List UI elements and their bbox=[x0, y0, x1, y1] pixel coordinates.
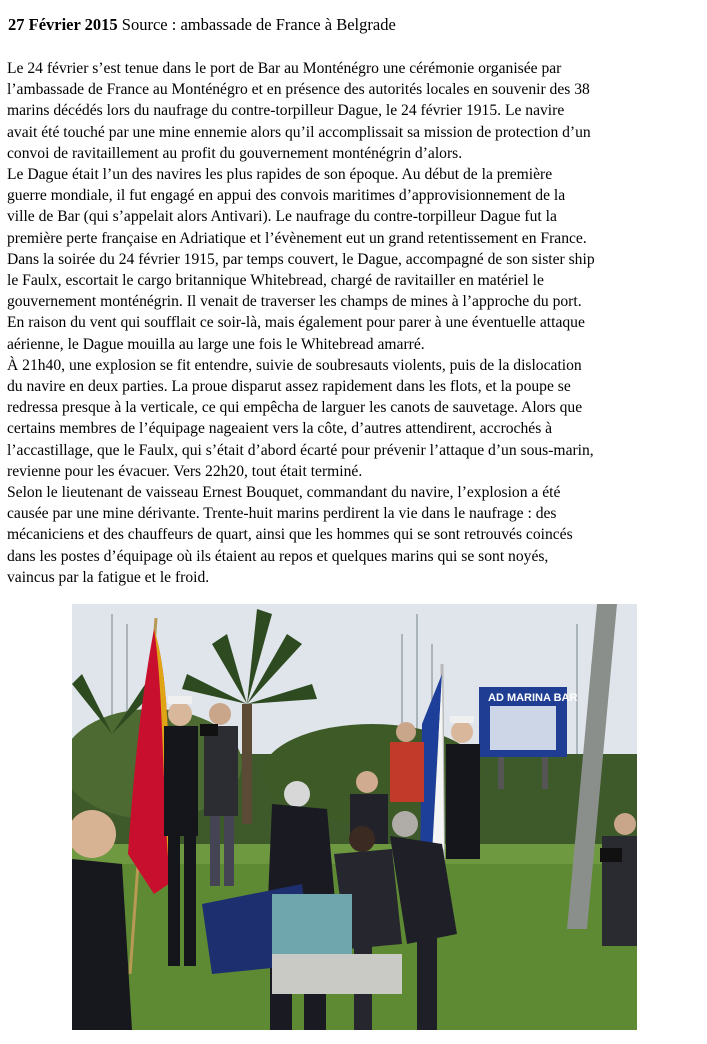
article-line: mécaniciens et des chauffeurs de quart, ainsi que les hommes qui se sont retrouvés coincés bbox=[7, 526, 573, 544]
article-line: causée par une mine dérivante. Trente-huit marins perdirent la vie dans le naufrage : des bbox=[7, 505, 557, 523]
article-line: revienne pour les évacuer. Vers 22h20, tout était terminé. bbox=[7, 462, 363, 480]
article-line: avait été touché par une mine ennemie alors qu’il accomplissait sa mission de protection d’un bbox=[7, 123, 591, 141]
article-line: l’accastillage, que le Faulx, qui s’était d’abord écarté pour prévenir l’attaque d’un sous-marin, bbox=[7, 441, 594, 459]
article-header bbox=[8, 14, 396, 36]
ceremony-photo bbox=[72, 604, 637, 1030]
article-line: Le 24 février s’est tenue dans le port de Bar au Monténégro une cérémonie organisée par bbox=[7, 60, 562, 77]
article-source: Source : ambassade de France à Belgrade bbox=[121, 15, 396, 34]
article-line: l’ambassade de France au Monténégro et en présence des autorités locales en souvenir des 38 bbox=[7, 81, 590, 99]
article-body bbox=[7, 58, 703, 588]
article-line: ville de Bar (qui s’appelait alors Antivari). Le naufrage du contre-torpilleur Dague fut la bbox=[7, 208, 557, 226]
article-line: En raison du vent qui soufflait ce soir-là, mais également pour parer à une éventuelle attaque bbox=[7, 314, 585, 332]
article-line: du navire en deux parties. La proue disparut assez rapidement dans les flots, et la poupe se bbox=[7, 378, 571, 396]
marina-sign-text: AD MARINA BAR bbox=[488, 692, 578, 704]
article-line: Selon le lieutenant de vaisseau Ernest Bouquet, commandant du navire, l’explosion a été bbox=[7, 484, 561, 502]
article-date: 27 Février 2015 bbox=[8, 15, 118, 34]
article-line: vaincus par la fatigue et le froid. bbox=[7, 568, 210, 586]
article-line: À 21h40, une explosion se fit entendre, suivie de soubresauts violents, puis de la dislocation bbox=[7, 356, 582, 374]
article-line: Dans la soirée du 24 février 1915, par temps couvert, le Dague, accompagné de son sister ship bbox=[7, 250, 595, 268]
article-line: dans les postes d’équipage où ils étaient au repos et quelques marins qui se sont noyés, bbox=[7, 547, 549, 565]
article-line: convoi de ravitaillement au profit du gouvernement monténégrin d’alors. bbox=[7, 144, 463, 162]
article-line: le Faulx, escortait le cargo britannique Whitebread, chargé de ravitailler en matériel le bbox=[7, 272, 544, 290]
article-line: gouvernement monténégrin. Il venait de traverser les champs de mines à l’approche du port. bbox=[7, 293, 582, 311]
article-line: redressa presque à la verticale, ce qui empêcha de larguer les canots de sauvetage. Alors que bbox=[7, 399, 583, 417]
article-line: certains membres de l’équipage nageaient vers la côte, d’autres attendirent, accrochés à bbox=[7, 420, 553, 438]
article-line: guerre mondiale, il fut engagé en appui des convois maritimes d’approvisionnement de la bbox=[7, 187, 566, 205]
article-line: aérienne, le Dague mouilla au large une fois le Whitebread amarré. bbox=[7, 335, 425, 353]
article-line: marins décédés lors du naufrage du contre-torpilleur Dague, le 24 février 1915. Le navire bbox=[7, 102, 565, 120]
article-line: Le Dague était l’un des navires les plus rapides de son époque. Au début de la première bbox=[7, 166, 553, 184]
article-line: première perte française en Adriatique et l’évènement eut un grand retentissement en France. bbox=[7, 229, 587, 247]
